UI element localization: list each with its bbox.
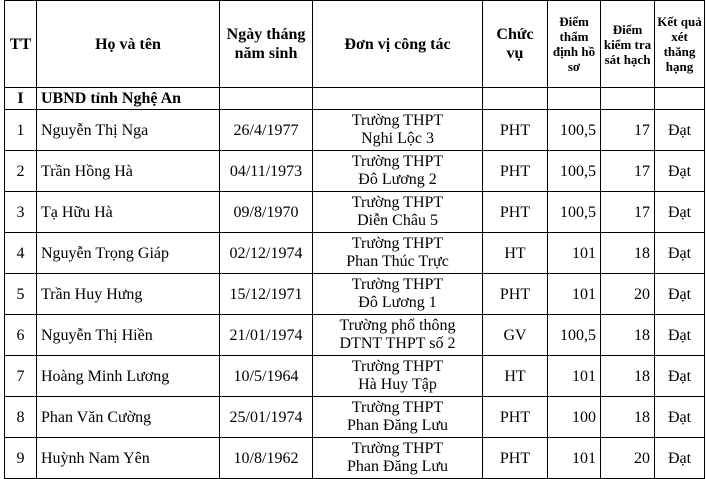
person-name: Huỳnh Nam Yên — [37, 438, 220, 479]
row-number: 7 — [5, 356, 37, 397]
empty-cell — [548, 88, 601, 110]
row-number: 4 — [5, 233, 37, 274]
work-unit-line2: Nghi Lộc 3 — [361, 130, 434, 147]
person-name: Nguyễn Thị Nga — [37, 110, 220, 151]
position: PHT — [483, 110, 548, 151]
person-name: Phan Văn Cường — [37, 397, 220, 438]
table-row — [5, 397, 705, 438]
person-name: Nguyễn Thị Hiền — [37, 315, 220, 356]
result: Đạt — [655, 192, 705, 233]
table-row — [5, 274, 705, 315]
result: Đạt — [655, 274, 705, 315]
score-profile: 100,5 — [548, 110, 601, 151]
section-label: UBND tỉnh Nghệ An — [37, 88, 220, 110]
work-unit — [313, 397, 483, 438]
work-unit — [313, 438, 483, 479]
row-number: 2 — [5, 151, 37, 192]
score-profile: 100,5 — [548, 151, 601, 192]
header-tt: TT — [5, 1, 37, 88]
section-number: I — [5, 88, 37, 110]
result: Đạt — [655, 151, 705, 192]
result: Đạt — [655, 397, 705, 438]
person-name: Nguyễn Trọng Giáp — [37, 233, 220, 274]
result: Đạt — [655, 110, 705, 151]
birth-date: 10/5/1964 — [220, 356, 313, 397]
score-exam: 17 — [601, 151, 655, 192]
result: Đạt — [655, 233, 705, 274]
result: Đạt — [655, 315, 705, 356]
work-unit-line1: Trường THPT — [351, 153, 444, 170]
score-profile: 101 — [548, 356, 601, 397]
person-name: Tạ Hữu Hà — [37, 192, 220, 233]
row-number: 3 — [5, 192, 37, 233]
birth-date: 26/4/1977 — [220, 110, 313, 151]
header-dob: Ngày tháng năm sinh — [220, 1, 313, 88]
work-unit-line1: Trường THPT — [351, 358, 444, 375]
score-profile: 100,5 — [548, 192, 601, 233]
row-number: 8 — [5, 397, 37, 438]
work-unit-line1: Trường THPT — [351, 235, 444, 252]
birth-date: 04/11/1973 — [220, 151, 313, 192]
empty-cell — [220, 88, 313, 110]
position: HT — [483, 233, 548, 274]
score-profile: 101 — [548, 274, 601, 315]
score-profile: 100 — [548, 397, 601, 438]
work-unit — [313, 110, 483, 151]
score-exam: 17 — [601, 110, 655, 151]
empty-cell — [655, 88, 705, 110]
row-number: 5 — [5, 274, 37, 315]
score-exam: 17 — [601, 192, 655, 233]
score-profile: 101 — [548, 438, 601, 479]
work-unit-line2: Phan Đăng Lưu — [346, 417, 449, 434]
work-unit-line1: Trường THPT — [351, 112, 444, 129]
birth-date: 10/8/1962 — [220, 438, 313, 479]
work-unit — [313, 315, 483, 356]
header-row — [5, 1, 705, 88]
work-unit-line2: Diễn Châu 5 — [357, 212, 438, 229]
person-name: Hoàng Minh Lương — [37, 356, 220, 397]
work-unit-line1: Trường phổ thông — [339, 317, 456, 334]
score-profile: 100,5 — [548, 315, 601, 356]
result: Đạt — [655, 356, 705, 397]
work-unit-line2: Phan Thúc Trực — [346, 253, 449, 270]
row-number: 1 — [5, 110, 37, 151]
table-row — [5, 438, 705, 479]
score-exam: 18 — [601, 397, 655, 438]
row-number: 6 — [5, 315, 37, 356]
birth-date: 15/12/1971 — [220, 274, 313, 315]
header-unit: Đơn vị công tác — [313, 1, 483, 88]
birth-date: 02/12/1974 — [220, 233, 313, 274]
row-number: 9 — [5, 438, 37, 479]
table-row — [5, 356, 705, 397]
score-profile: 101 — [548, 233, 601, 274]
work-unit — [313, 356, 483, 397]
position: PHT — [483, 274, 548, 315]
score-exam: 20 — [601, 274, 655, 315]
position: PHT — [483, 192, 548, 233]
table-row — [5, 192, 705, 233]
position: PHT — [483, 151, 548, 192]
work-unit — [313, 233, 483, 274]
empty-cell — [601, 88, 655, 110]
score-exam: 18 — [601, 233, 655, 274]
person-name: Trần Huy Hưng — [37, 274, 220, 315]
work-unit-line2: Đô Lương 1 — [358, 294, 437, 311]
work-unit-line1: Trường THPT — [351, 399, 444, 416]
empty-cell — [313, 88, 483, 110]
work-unit-line1: Trường THPT — [351, 440, 444, 457]
position: HT — [483, 356, 548, 397]
position: GV — [483, 315, 548, 356]
birth-date: 25/01/1974 — [220, 397, 313, 438]
work-unit — [313, 192, 483, 233]
work-unit-line1: Trường THPT — [351, 194, 444, 211]
birth-date: 21/01/1974 — [220, 315, 313, 356]
section-row — [5, 88, 705, 110]
header-score-exam: Điểm kiểm tra sát hạch — [601, 1, 655, 88]
score-exam: 20 — [601, 438, 655, 479]
table-row — [5, 233, 705, 274]
work-unit-line2: Phan Đăng Lưu — [346, 458, 449, 475]
table-row — [5, 110, 705, 151]
result: Đạt — [655, 438, 705, 479]
results-table — [4, 0, 705, 479]
work-unit — [313, 274, 483, 315]
table-row — [5, 315, 705, 356]
work-unit — [313, 151, 483, 192]
table-row — [5, 151, 705, 192]
score-exam: 18 — [601, 315, 655, 356]
work-unit-line2: Hà Huy Tập — [358, 376, 437, 393]
header-position: Chức vụ — [483, 1, 548, 88]
header-result: Kết quả xét thăng hạng — [655, 1, 705, 88]
header-score-profile: Điểm thẩm định hồ sơ — [548, 1, 601, 88]
position: PHT — [483, 397, 548, 438]
work-unit-line1: Trường THPT — [351, 276, 444, 293]
header-name: Họ và tên — [37, 1, 220, 88]
position: PHT — [483, 438, 548, 479]
person-name: Trần Hồng Hà — [37, 151, 220, 192]
work-unit-line2: Đô Lương 2 — [358, 171, 437, 188]
empty-cell — [483, 88, 548, 110]
work-unit-line2: DTNT THPT số 2 — [339, 335, 456, 352]
birth-date: 09/8/1970 — [220, 192, 313, 233]
score-exam: 18 — [601, 356, 655, 397]
